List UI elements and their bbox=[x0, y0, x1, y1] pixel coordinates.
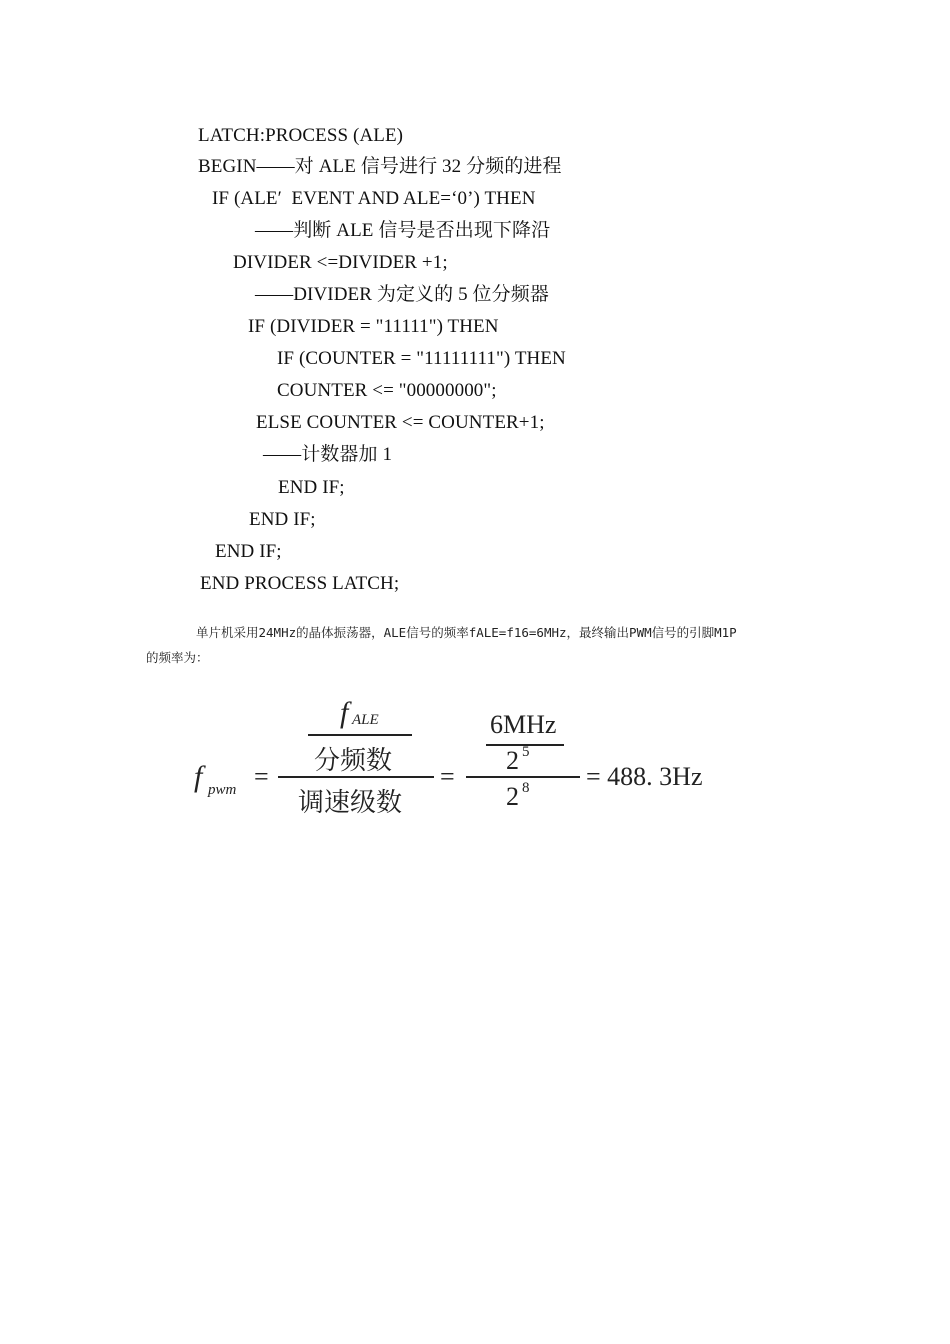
denominator-speed-levels: 调速级数 bbox=[298, 788, 403, 817]
code-line: IF (ALE′ EVENT AND ALE=‘0’) THEN bbox=[212, 188, 536, 209]
subscript-pwm: pwm bbox=[208, 782, 237, 798]
symbol-f: f bbox=[340, 696, 349, 729]
code-line: DIVIDER <=DIVIDER +1; bbox=[233, 252, 448, 273]
result-value: = 488. 3Hz bbox=[586, 762, 703, 791]
equals-sign: = bbox=[440, 762, 455, 791]
main-fraction-bar bbox=[278, 776, 434, 778]
symbol-f: f bbox=[194, 760, 203, 793]
pwm-frequency-formula bbox=[190, 690, 750, 830]
power-base: 2 bbox=[506, 782, 519, 811]
subscript-ale: ALE bbox=[352, 712, 379, 728]
code-comment: ——判断 ALE 信号是否出现下降沿 bbox=[255, 220, 551, 241]
fraction-bar bbox=[308, 734, 412, 736]
numerator-6mhz: 6MHz bbox=[490, 710, 557, 739]
code-comment: ——计数器加 1 bbox=[263, 444, 393, 465]
denominator-divide-count: 分频数 bbox=[314, 746, 393, 775]
code-line: END IF; bbox=[278, 477, 345, 498]
equals-sign: = bbox=[254, 762, 269, 791]
code-line: END IF; bbox=[215, 541, 282, 562]
code-line: IF (DIVIDER = "11111") THEN bbox=[248, 316, 499, 337]
code-line: END IF; bbox=[249, 509, 316, 530]
code-line: IF (COUNTER = "11111111") THEN bbox=[277, 348, 566, 369]
code-line: END PROCESS LATCH; bbox=[200, 573, 400, 594]
paragraph-line: 单片机采用24MHz的晶体振荡器，ALE信号的频率fALE=f16=6MHz，最终输出PWM信号的引脚M1P bbox=[196, 625, 737, 640]
code-comment: ——DIVIDER 为定义的 5 位分频器 bbox=[255, 284, 549, 305]
power-exponent: 8 bbox=[522, 780, 530, 796]
main-fraction-bar bbox=[466, 776, 580, 778]
code-line: COUNTER <= "00000000"; bbox=[277, 380, 497, 401]
paragraph-line: 的频率为： bbox=[146, 650, 209, 665]
code-line: ELSE COUNTER <= COUNTER+1; bbox=[256, 412, 545, 433]
body-paragraph bbox=[146, 620, 816, 670]
power-base: 2 bbox=[506, 746, 519, 775]
code-line: BEGIN——对 ALE 信号进行 32 分频的进程 bbox=[198, 156, 562, 177]
power-exponent: 5 bbox=[522, 744, 530, 760]
code-line: LATCH:PROCESS (ALE) bbox=[198, 125, 404, 146]
